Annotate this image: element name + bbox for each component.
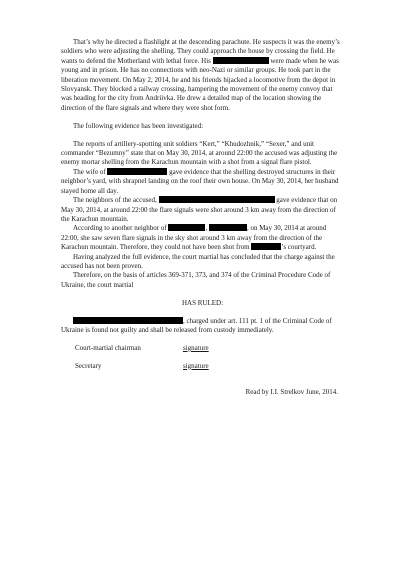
chairman-signature: signature [183, 343, 209, 352]
read-by-line: Read by I.I. Strelkov June, 2014. [245, 388, 338, 397]
text: gave evidence that the shelling destroyed structures in their neighbor’s yard, with shrapnel landing on the roof their own house. On May 30, 2014, her husband stayed home all day. [61, 167, 339, 195]
secretary-label: Secretary [75, 361, 102, 370]
paragraph-legal-basis: Therefore, on the basis of articles 369-371, 373, and 374 of the Criminal Procedure Code of Ukraine, the court martial [61, 271, 331, 289]
text: , [205, 224, 208, 233]
redaction-bar [168, 224, 208, 233]
paragraph-conclusion: Having analyzed the full evidence, the court martial has concluded that the charge against the accused has not been proven. [61, 252, 335, 270]
text: According to another neighbor of [73, 224, 167, 233]
redaction-bar [73, 317, 183, 324]
paragraph-other-neighbor [61, 224, 344, 252]
paragraph-testimony [61, 38, 344, 113]
redaction-bar [251, 243, 281, 250]
paragraph-ruling [61, 317, 344, 336]
redaction-bar [107, 168, 167, 175]
text: The neighbors of the accused, [73, 196, 157, 205]
document-body [61, 38, 344, 398]
text: ’s courtyard. [281, 243, 317, 252]
signature-row-chairman [61, 344, 344, 353]
paragraph-unit-reports: The reports of artillery-spotting unit soldiers “Kert,” “Khudozhnik,” “Sexer,” and unit commander “Bezumny” state that on May 30, 2014, at around 22:00 the accused was adjusting the enemy mortar shelling from the Karachun mountain with a shot from a signal flare pistol. [61, 139, 338, 167]
text: were made when he was young and in prison. He has no connections with neo-Nazi or similar groups. He took part in the liberation movement. On May 2, 2014, he and his friends hijacked a locomotive from the depot in Slovyansk. They blocked a railway crossing, hampering the movement of the enemy convoy that was heading for the city from Andriivka. He drew a detailed map of the location showing the direction of the flare signals and where they were shot form. [61, 56, 339, 112]
text: , charged under art. 111 pt. 1 of the Criminal Code of Ukraine is found not guilty and shall be released from custody immediately. [61, 316, 332, 334]
paragraph-wife-evidence [61, 168, 344, 196]
redaction-bar [209, 224, 247, 231]
redaction-bar [159, 196, 275, 203]
text: The wife of [73, 167, 106, 176]
paragraph-evidence-intro: The following evidence has been investigated: [73, 121, 204, 130]
text: That’s why he directed a flashlight at the descending parachute. He suspects it was the enemy’s soldiers who were adjusting the shelling. They could approach the house by crossing the field. He wants to defend the Motherland with lethal force. His [61, 38, 340, 65]
secretary-signature: signature [183, 361, 209, 370]
text: gave evidence that on May 30, 2014, at around 22:00 the flare signals were shot around 3 km away from the direction of the Karachun mountain. [61, 196, 338, 223]
redaction-bar [213, 57, 269, 64]
chairman-label: Court-martial chairman [75, 343, 141, 352]
text: , on May 30, 2014 at around 22:00, she saw seven flare signals in the sky shot around 3 km away from the direction of the Karachun mountain. Therefore, they could not have been shot from [61, 224, 327, 252]
ruling-heading: HAS RULED: [181, 298, 224, 307]
signature-row-secretary [61, 362, 344, 371]
paragraph-neighbors-evidence [61, 196, 344, 224]
